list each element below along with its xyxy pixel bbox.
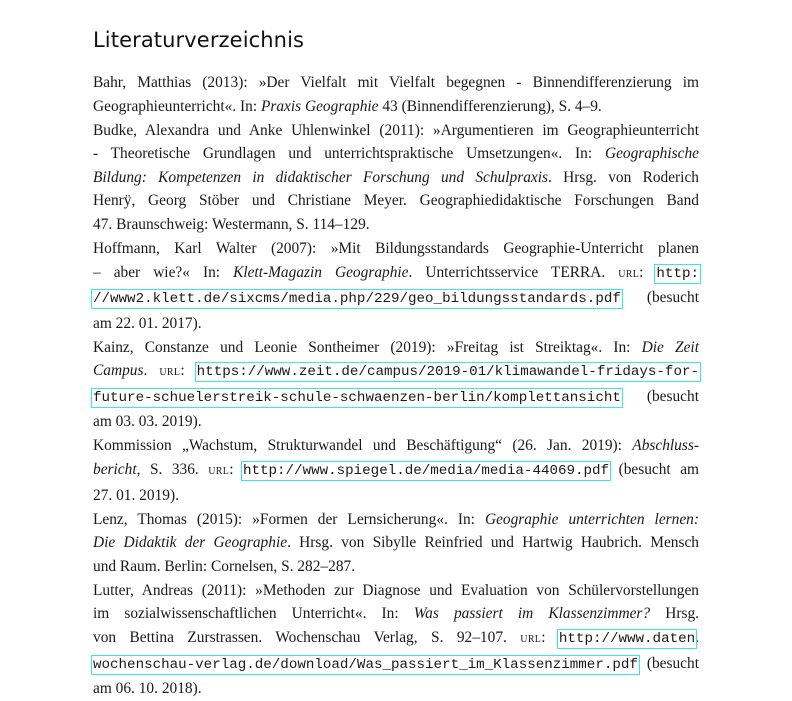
url-link[interactable]: //www2.klett.de/sixcms/media.php/229/geo_bildungsstandards.pdf <box>93 291 621 308</box>
entry-line <box>93 602 700 626</box>
url-link[interactable]: http: <box>656 265 699 282</box>
entry-line <box>93 213 699 237</box>
bibliography-entry <box>93 434 699 507</box>
bibliography-entry <box>93 508 699 579</box>
entry-text: . Hrsg. von Roderich <box>548 168 699 186</box>
entry-line <box>93 531 700 555</box>
url-label: url <box>520 631 542 646</box>
entry-line <box>93 508 699 532</box>
bibliography-list <box>93 71 699 701</box>
entry-title-italic: Geographische <box>604 145 699 163</box>
section-title: Literaturverzeichnis <box>93 28 305 52</box>
entry-text: 27. 01. 2019). <box>93 486 179 504</box>
entry-text: . Unterrichtsservice TERRA. <box>408 263 619 281</box>
url-link[interactable]: http://www.spiegel.de/media/media-44069.pdf <box>242 463 610 480</box>
entry-line <box>93 484 699 508</box>
entry-text: (besucht <box>620 387 699 405</box>
entry-text: Hoffmann, Karl Walter (2007): »Mit Bildungsstandards Geographie-Unterricht planen <box>93 239 699 257</box>
entry-text: Bahr, Matthias (2013): »Der Vielfalt mit Vielfalt begegnen - Binnendifferenzierung im <box>93 74 699 91</box>
entry-line <box>93 626 699 652</box>
url-label: url <box>618 265 640 281</box>
entry-text: : <box>229 461 243 479</box>
entry-line <box>93 166 699 190</box>
entry-line <box>93 286 699 312</box>
entry-line <box>93 652 699 678</box>
url-link[interactable]: future-schuelerstreik-schule-schwaenzen-berlin/komplettansicht <box>93 389 621 406</box>
entry-title-italic: Geographie unterrichten lernen: <box>484 510 699 528</box>
entry-text: Lutter, Andreas (2011): »Methoden zur Diagnose und Evaluation von Schülervorstellungen <box>93 581 699 599</box>
bibliography-entry <box>93 237 699 335</box>
url-link[interactable]: http://www.daten <box>558 631 696 647</box>
entry-text: und Raum. Berlin: Cornelsen, S. 282–287. <box>93 557 356 575</box>
entry-line <box>93 261 699 287</box>
entry-text: am 06. 10. 2018). <box>93 680 202 698</box>
entry-line <box>93 189 699 213</box>
entry-title-italic: Bildung: Kompetenzen in didaktischer Forschung und Schulpraxis <box>93 168 548 186</box>
entry-text: (besucht am <box>609 461 700 479</box>
entry-text: von Bettina Zurstrassen. Wochenschau Verlag, S. 92–107. <box>93 629 521 646</box>
url-link[interactable]: wochenschau-verlag.de/download/Was_passiert_im_Klassenzimmer.pdf <box>93 656 638 673</box>
entry-text: Henrÿ, Georg Stöber und Christiane Meyer. Geographiedidaktische Forschungen Band <box>93 192 699 210</box>
entry-text: : <box>541 629 559 646</box>
entry-text: 43 (Binnendifferenzierung), S. 4–9. <box>378 97 602 115</box>
entry-title-italic: Abschluss- <box>632 437 699 455</box>
url-link[interactable]: https://www.zeit.de/campus/2019-01/klimawandel-fridays-for- <box>196 364 699 381</box>
entry-line <box>93 579 699 603</box>
entry-line <box>93 359 699 385</box>
entry-line <box>93 555 699 579</box>
entry-text: . Hrsg. von Sibylle Reinfried und Hartwig Haubrich. Mensch <box>287 534 700 552</box>
entry-text: im sozialwissenschaftlichen Unterricht«. In: <box>93 605 414 623</box>
entry-line <box>93 410 699 434</box>
entry-line <box>93 336 699 360</box>
entry-line <box>93 312 699 336</box>
entry-line <box>93 385 699 411</box>
entry-title-italic: Was passiert im Klassenzimmer? <box>413 605 651 623</box>
entry-line <box>93 95 699 119</box>
entry-title-italic: Klett-Magazin Geographie <box>233 263 409 281</box>
entry-text: . <box>143 362 160 380</box>
bibliography-entry <box>93 336 699 434</box>
entry-title-italic: bericht <box>93 461 137 479</box>
bibliography-entry <box>93 579 699 701</box>
entry-line <box>93 677 699 701</box>
entry-line <box>93 142 699 166</box>
entry-text: - Theoretische Grundlagen und unterrichtspraktische Umsetzungen«. In: <box>93 145 605 163</box>
entry-text: (besucht <box>620 289 699 307</box>
bibliography-entry <box>93 119 699 237</box>
entry-title-italic: Praxis Geographie <box>260 97 379 115</box>
entry-text: Kommission „Wachstum, Strukturwandel und Beschäftigung“ (26. Jan. 2019): <box>93 437 633 455</box>
entry-text: : <box>180 362 197 380</box>
entry-text: Hrsg. <box>650 605 700 623</box>
entry-text: Kainz, Constanze und Leonie Sontheimer (2019): »Freitag ist Streiktag«. In: <box>93 338 642 356</box>
entry-text: Lenz, Thomas (2015): »Formen der Lernsicherung«. In: <box>93 510 485 528</box>
entry-text: 47. Braunschweig: Westermann, S. 114–129. <box>93 215 370 233</box>
entry-line <box>93 458 700 484</box>
entry-text: – aber wie?« In: <box>93 263 234 281</box>
url-label: url <box>208 463 230 479</box>
entry-text: am 03. 03. 2019). <box>93 413 202 431</box>
entry-line <box>93 119 699 143</box>
entry-text: . <box>695 629 699 646</box>
entry-title-italic: Die Didaktik der Geographie <box>93 534 288 552</box>
entry-text: : <box>639 263 657 281</box>
entry-title-italic: Campus <box>93 362 144 380</box>
entry-text: (besucht <box>637 654 699 672</box>
entry-text: am 22. 01. 2017). <box>93 314 202 332</box>
entry-title-italic: Die Zeit <box>641 338 699 356</box>
entry-line <box>93 237 699 261</box>
entry-text: Budke, Alexandra und Anke Uhlenwinkel (2011): »Argumentieren im Geographieunterricht <box>93 121 699 139</box>
entry-line <box>93 434 699 458</box>
entry-line <box>93 71 699 95</box>
bibliography-entry <box>93 71 699 118</box>
entry-text: , S. 336. <box>136 461 209 479</box>
url-label: url <box>159 364 181 380</box>
entry-text: Geographieunterricht«. In: <box>93 97 261 115</box>
